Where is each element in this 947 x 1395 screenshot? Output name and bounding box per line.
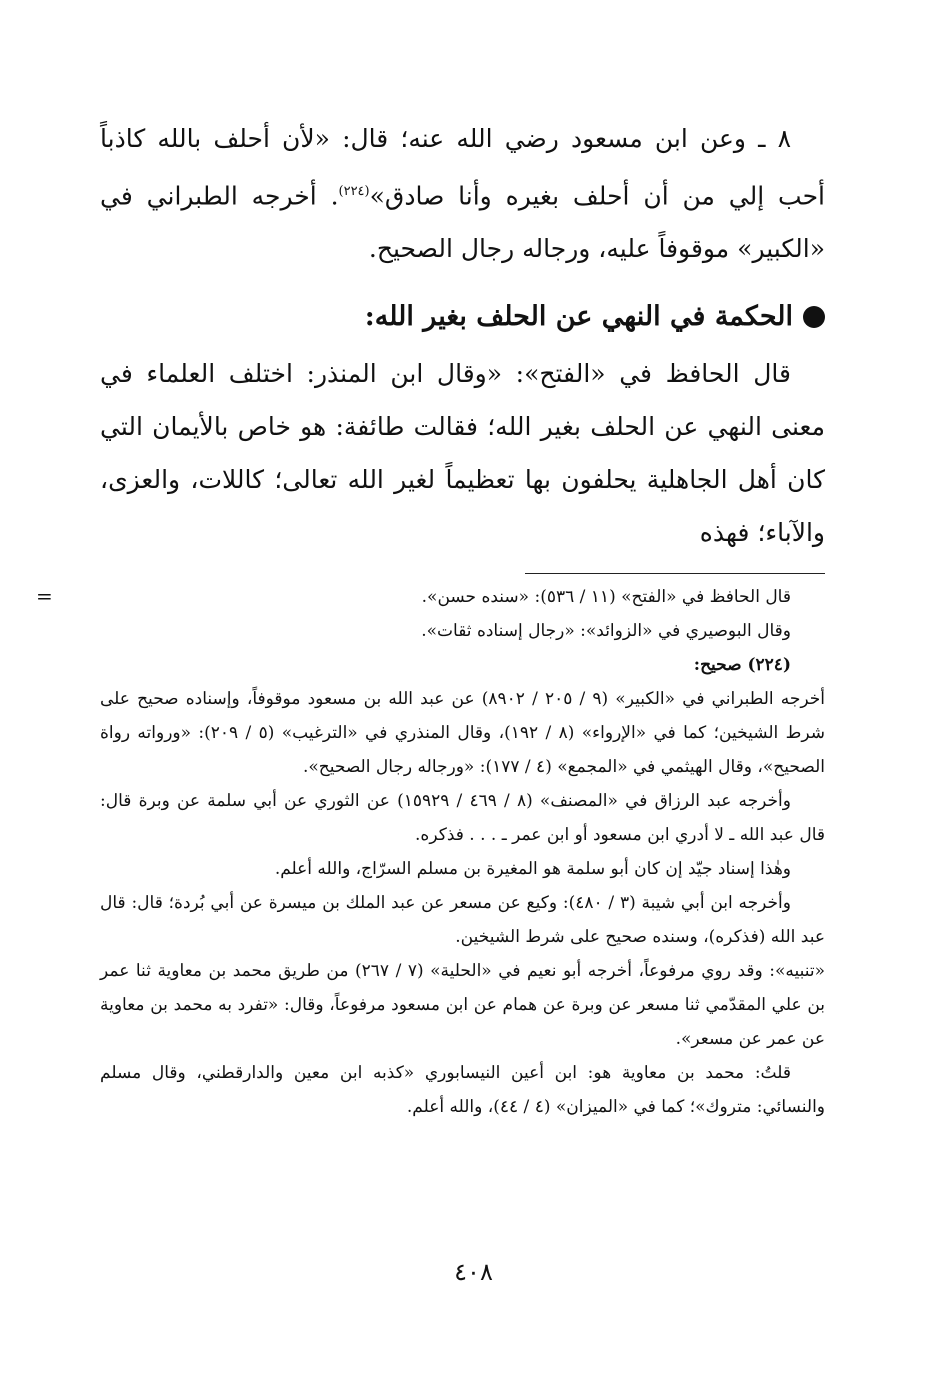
hikma-text: قال الحافظ في «الفتح»: «وقال ابن المنذر: اختلف العلماء في معنى النهي عن الحلف بغير الله؛ فقالت طائفة: هو خاص بالأيمان التي كان أهل الجاهلية يحلفون بها تعظيماً لغير الله تعالى؛ كاللات، والعزى، والآباء؛ فهذه (100, 359, 825, 548)
footnote-text: أخرجه الطبراني في «الكبير» (٩ / ٢٠٥ / ٨٩٠٢) عن عبد الله بن مسعود موقوفاً، وإسناده صحيح على شرط الشيخين؛ كما في «الإرواء» (٨ / ١٩٢)، وقال المنذري في «الترغيب» (٥ / ٢٠٩): «ورواته رواة الصحيح»، وقال الهيثمي في «المجمع» (٤ / ١٧٧): «ورجاله رجال الصحيح». (100, 689, 825, 778)
footnote-number: (٢٢٤) صحيح: (693, 655, 791, 676)
footnote-text: قال الحافظ في «الفتح» (١١ / ٥٣٦): «سنده حسن». (421, 587, 791, 608)
footnote-line (100, 614, 825, 648)
page-body (36, 112, 826, 1292)
section-heading-text: الحكمة في النهي عن الحلف بغير الله: (364, 301, 793, 333)
section-heading (100, 297, 825, 337)
footnote-line (100, 1056, 825, 1124)
footnote-line (100, 784, 825, 852)
page-number: ٤٠٨ (454, 1258, 493, 1286)
continuation-mark: = (36, 584, 53, 609)
footnote-text: وهٰذا إسناد جيّد إن كان أبو سلمة هو المغيرة بن مسلم السرّاج، والله أعلم. (274, 859, 791, 880)
paragraph-hikma (100, 347, 825, 559)
footnote-text: وأخرجه ابن أبي شيبة (٣ / ٤٨٠): وكيع عن مسعر عن عبد الملك بن ميسرة عن أبي بُردة؛ قال: قال عبد الله (فذكره)، وسنده صحيح على شرط الشيخين. (100, 893, 825, 948)
bullet-circle-icon (803, 306, 825, 328)
footnote-text: «تنبيه»: وقد روي مرفوعاً، أخرجه أبو نعيم في «الحلية» (٧ / ٢٦٧) من طريق محمد بن معاوية ثنا عمر بن علي المقدّمي ثنا مسعر عن وبرة عن همام عن ابن مسعود مرفوعاً، وقال: «تفرد به محمد بن معاوية عن عمر عن مسعر». (100, 961, 826, 1050)
footnote-line (100, 852, 825, 886)
footnote-ref-224: (٢٢٤) (338, 184, 370, 199)
footnote-divider (525, 573, 825, 574)
paragraph-hadith-8 (100, 112, 825, 275)
footnote-text: وقال البوصيري في «الزوائد»: «رجال إسناده ثقات». (421, 621, 791, 642)
footnote-line (100, 580, 825, 614)
footnote-line (100, 682, 825, 784)
footnote-line (100, 648, 825, 682)
footnote-line (100, 886, 825, 954)
footnote-line (100, 954, 825, 1056)
footnote-text: قلتُ: محمد بن معاوية هو: ابن أعين النيسابوري «كذبه ابن معين والدارقطني، وقال مسلم والنسائي: متروك»؛ كما في «الميزان» (٤ / ٤٤)، والله أعلم. (100, 1063, 825, 1118)
hadith-8-text: ٨ ـ وعن ابن مسعود رضي الله عنه؛ قال: «لأن أحلف بالله كاذباً أحب إلي من أن أحلف بغيره وأنا صادق» (100, 124, 825, 211)
hadith-8-tail: . أخرجه الطبراني في «الكبير» موقوفاً عليه، ورجاله رجال الصحيح. (100, 181, 825, 264)
footnote-text: وأخرجه عبد الرزاق في «المصنف» (٨ / ٤٦٩ / ١٥٩٢٩) عن الثوري عن أبي سلمة عن وبرة قال: قال عبد الله ـ لا أدري ابن مسعود أو ابن عمر ـ . . . فذكره. (100, 791, 825, 846)
footnotes-block (36, 580, 826, 1124)
